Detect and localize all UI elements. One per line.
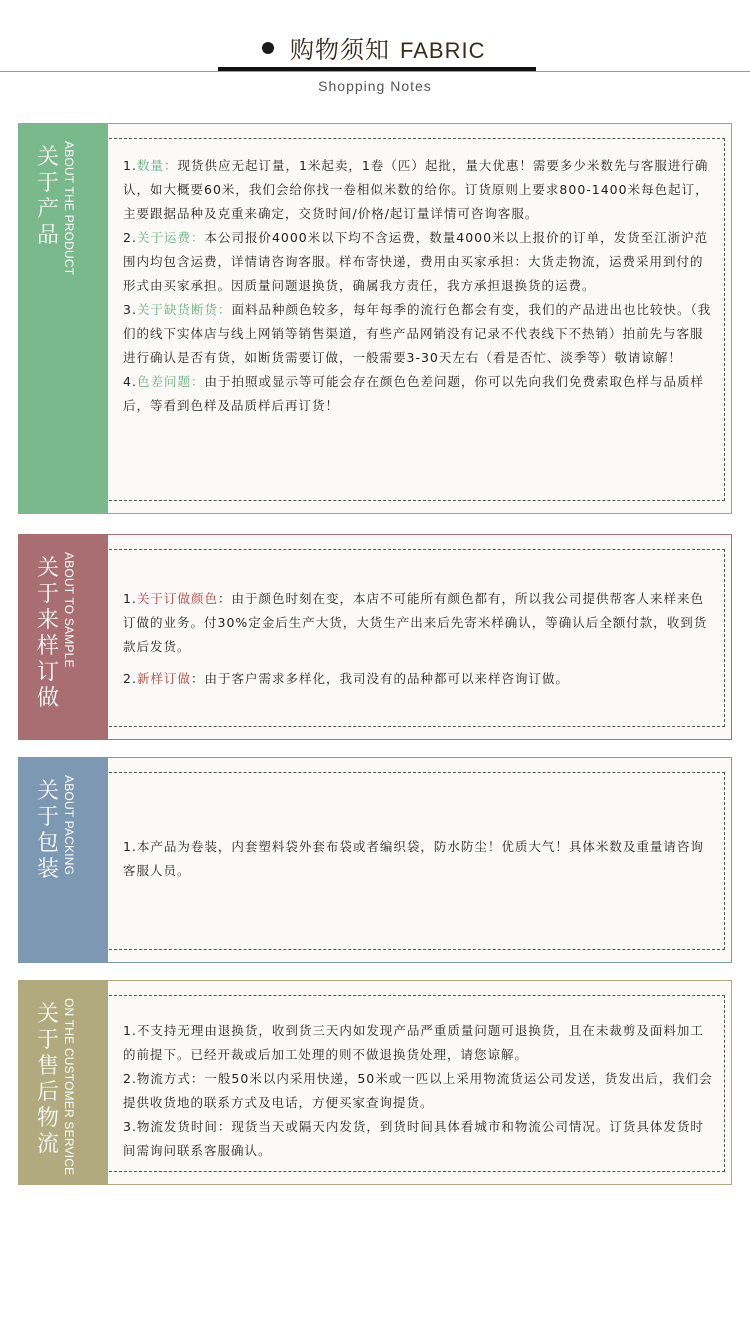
title-en: FABRIC [400, 38, 486, 63]
list-item: 4.色差问题：由于拍照或显示等可能会存在颜色色差问题，你可以先向我们免费索取色样与品质样后，等看到色样及品质样后再订货！ [123, 374, 704, 413]
section-content [109, 535, 731, 739]
section-content [109, 124, 731, 513]
list-item: 3.物流发货时间：现货当天或隔天内发货，到货时间具体看城市和物流公司情况。订货具体发货时间需询问联系客服确认。 [123, 1119, 704, 1158]
section-sidebar [18, 534, 108, 740]
list-item: 1.本产品为卷装，内套塑料袋外套布袋或者编织袋，防水防尘！优质大气！具体米数及重量请咨询客服人员。 [123, 839, 704, 878]
section-content [109, 981, 731, 1184]
section-content [109, 758, 731, 962]
list-item: 2.物流方式：一般50米以内采用快递，50米或一匹以上采用物流货运公司发送，货发出后，我们会提供收货地的联系方式及电话，方便买家查询提货。 [123, 1071, 713, 1110]
section-customer-service [18, 980, 732, 1185]
section-sidebar [18, 980, 108, 1185]
section-text [123, 154, 715, 418]
header-underline [218, 67, 536, 71]
section-title-cn: 关 于 包 装 [36, 779, 59, 882]
section-title-en: ABOUT TO SAMPLE [62, 552, 76, 668]
section-title-cn: 关 于 售 后 物 流 [36, 1002, 59, 1157]
title-cn: 购物须知 [290, 36, 390, 64]
section-about-packing [18, 757, 732, 963]
section-about-product [18, 123, 732, 514]
title-dot-icon [262, 42, 274, 54]
list-item: 1.关于订做颜色：由于颜色时刻在变，本店不可能所有颜色都有，所以我公司提供帮客人来样来色订做的业务。付30%定金后生产大货，大货生产出来后先寄米样确认，等确认后全额付款，收到货款后发货。 [123, 591, 708, 654]
list-item: 2.关于运费：本公司报价4000米以下均不含运费，数量4000米以上报价的订单，发货至江浙沪范围内均包含运费，详情请咨询客服。样布寄快递，费用由买家承担：大货走物流，运费采用到付的形式由买家承担。因质量问题退换货，确属我方责任，我方承担退换货的运费。 [123, 230, 709, 293]
section-title-en: ABOUT PACKING [62, 775, 76, 876]
section-title-en: ON THE CUSTOMER SERVICE [62, 998, 76, 1176]
section-about-sample [18, 534, 732, 740]
list-item: 2.新样订做：由于客户需求多样化，我司没有的品种都可以来样咨询订做。 [123, 671, 569, 686]
section-title-en: ABOUT THE PRODUCT [62, 141, 76, 276]
section-text [123, 1019, 715, 1163]
page-subtitle: Shopping Notes [318, 78, 432, 94]
page-title [290, 30, 485, 65]
section-sidebar [18, 123, 108, 514]
section-text [123, 835, 715, 883]
section-sidebar [18, 757, 108, 963]
list-item: 1.不支持无理由退换货，收到货三天内如发现产品严重质量问题可退换货，且在未裁剪及面料加工的前提下。已经开裁或后加工处理的则不做退换货处理，请您谅解。 [123, 1023, 704, 1062]
list-item: 3.关于缺货断货：面料品种颜色较多，每年每季的流行色都会有变，我们的产品进出也比较快。（我们的线下实体店与线上网销等销售渠道，有些产品网销没有记录不代表线下不热销）拍前先与客服进行确认是否有货，如断货需要订做，一般需要3-30天左右（看是否忙、淡季等）敬请谅解！ [123, 302, 712, 365]
list-item: 1.数量：现货供应无起订量，1米起卖，1卷（匹）起批，量大优惠！需要多少米数先与客服进行确认，如大概要60米，我们会给你找一卷相似米数的给你。订货原则上要求800-1400米每色起订，主要跟据品种及克重来确定，交货时间/价格/起订量详情可咨询客服。 [123, 158, 709, 221]
header [0, 0, 750, 110]
header-divider [0, 71, 750, 72]
section-title-cn: 关 于 来 样 订 做 [36, 556, 59, 711]
section-title-cn: 关 于 产 品 [36, 145, 59, 248]
section-text [123, 587, 715, 691]
